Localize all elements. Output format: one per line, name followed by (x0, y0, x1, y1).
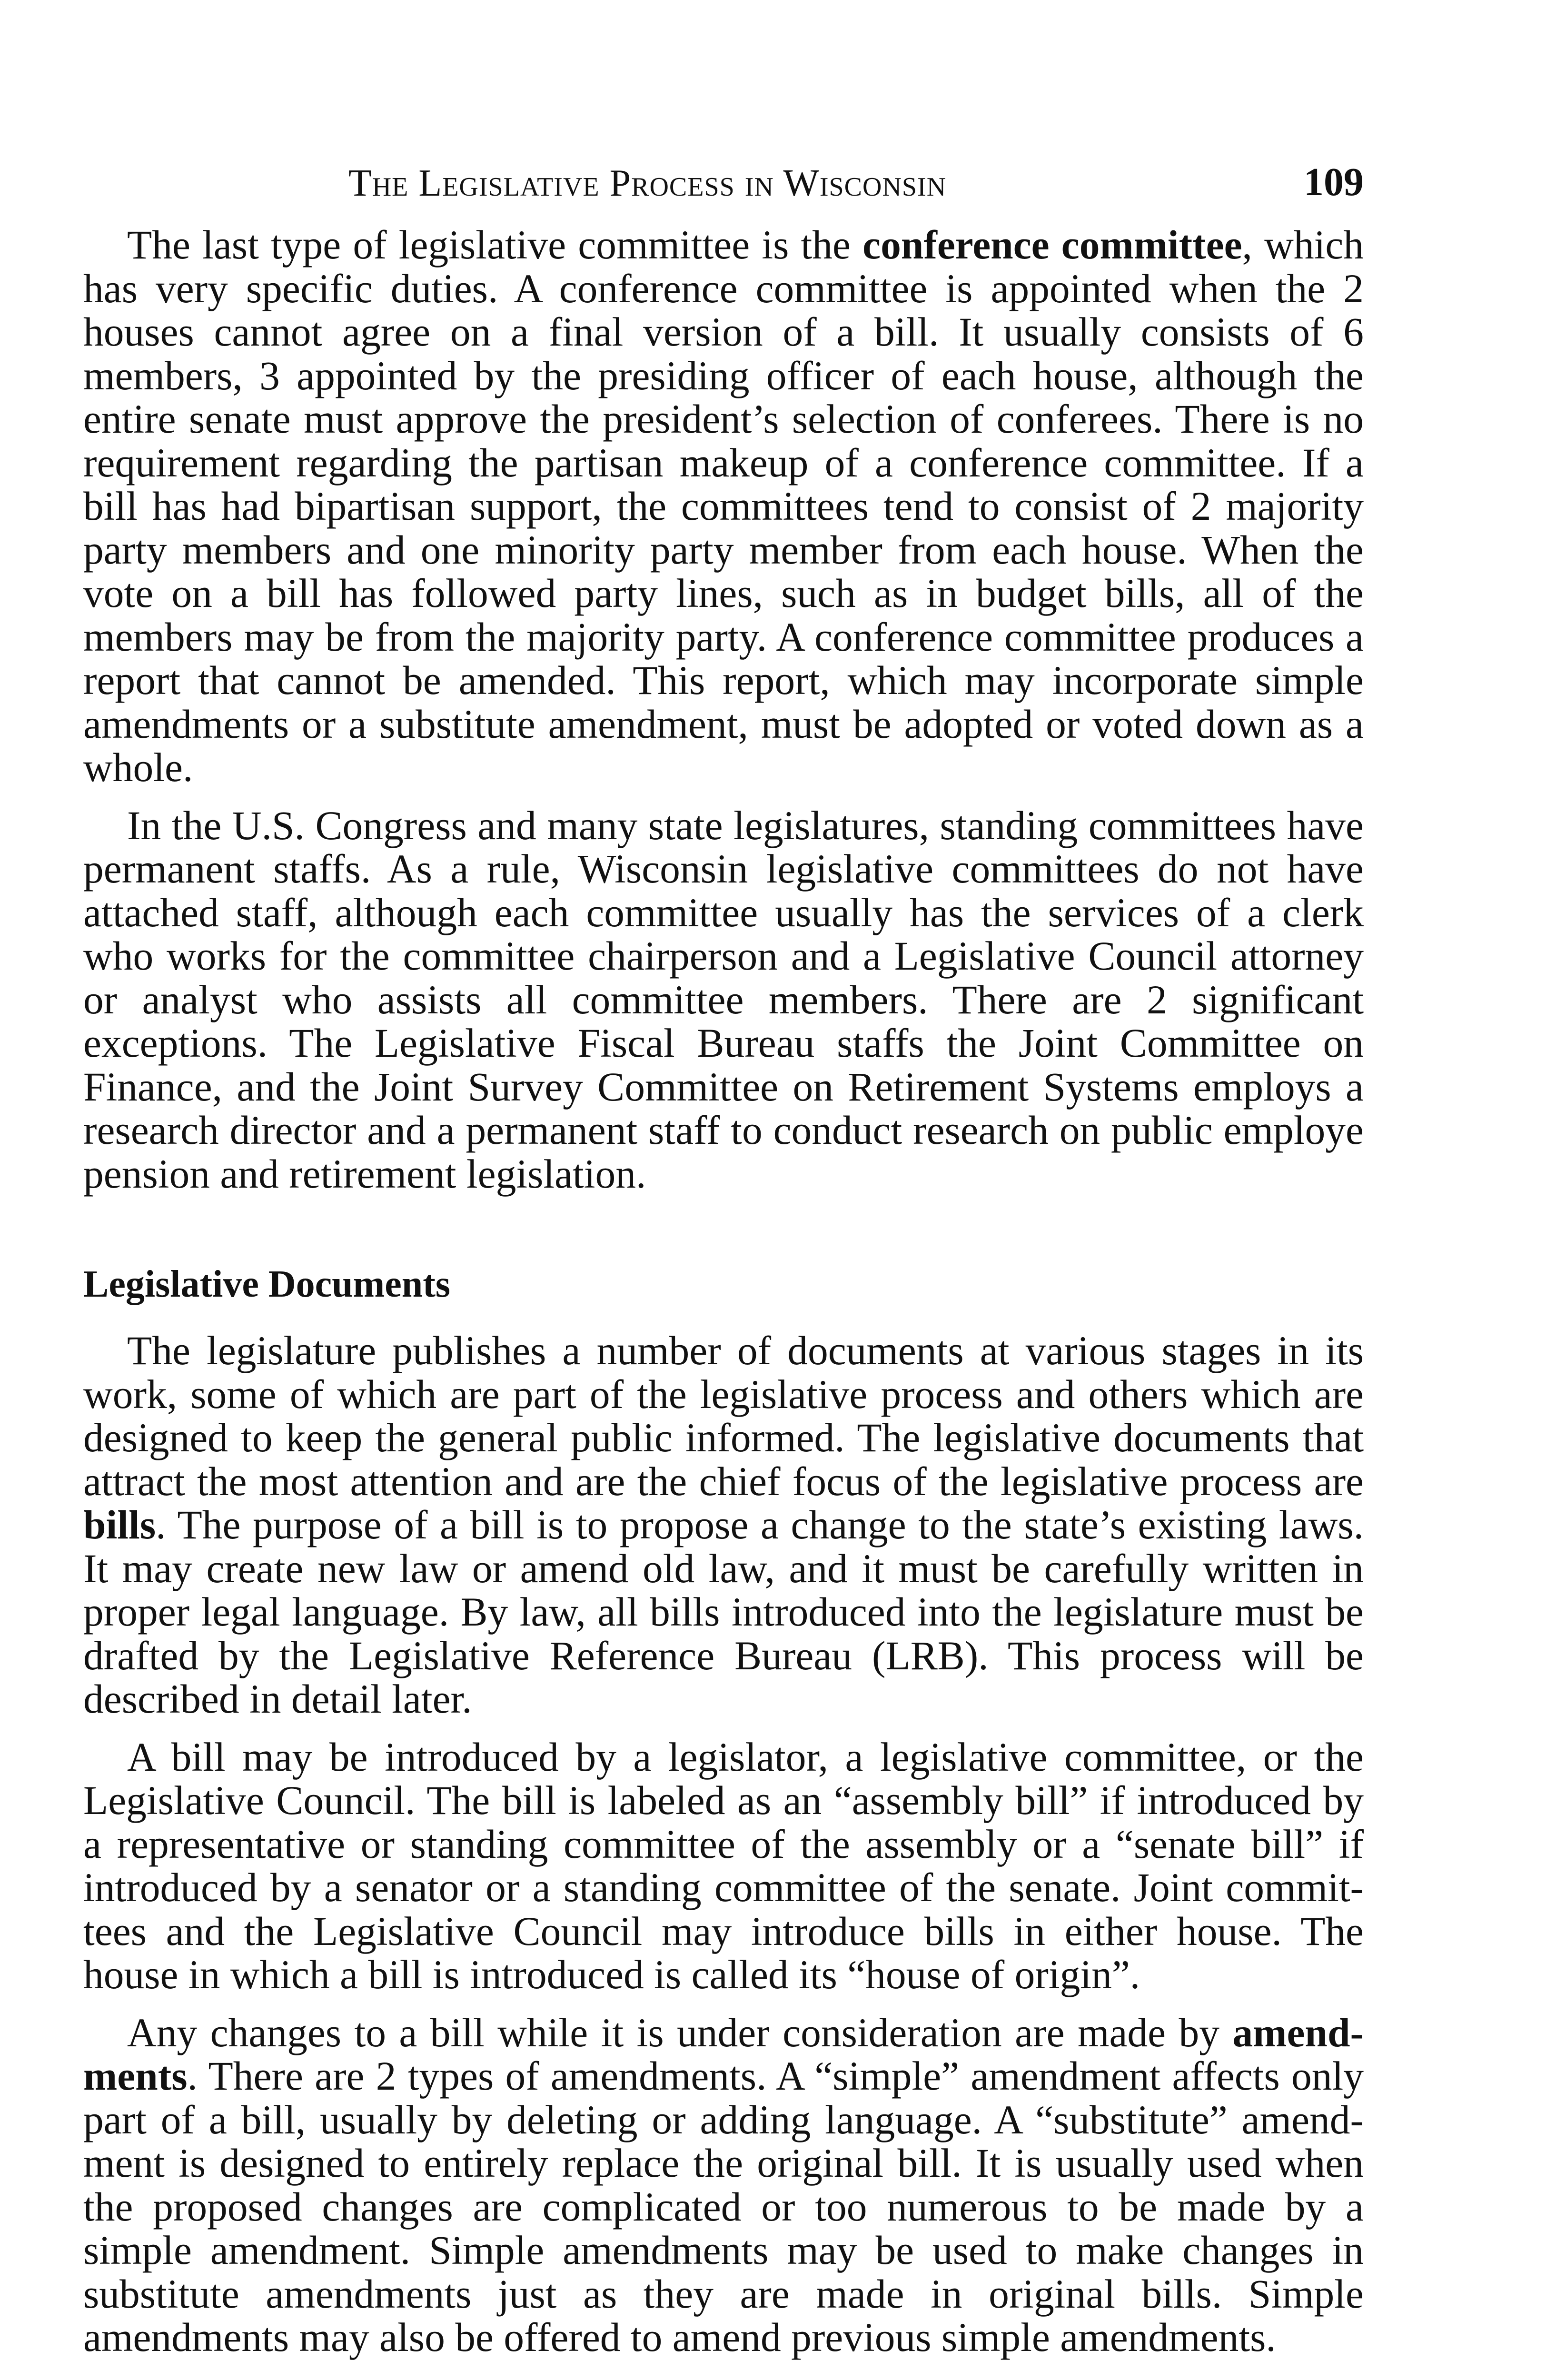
paragraph-text: . There are 2 types of amendments. A “simple” amendment affects only part of a bill, usually by deleting or adding language. A “substitute” amendment is designed to entirely replace the original bill. It is usually used when the proposed changes are complicated or too numerous to be made by a simple amendment. Simple amendments may be used to make changes in substitute amendments just as they are made in original bills. Simple amendments may also be offered to amend previous simple amendments. (83, 2054, 1364, 2360)
paragraph-text: . The purpose of a bill is to propose a change to the state’s existing laws. It may create new law or amend old law, and it must be carefully written in proper legal language. By law, all bills introduced into the legislature must be drafted by the Legislative Reference Bureau (LRB). This process will be described in detail later. (83, 1503, 1364, 1722)
defined-term-conference-committee: conference committee (862, 223, 1242, 268)
defined-term-bills: bills (83, 1503, 156, 1547)
document-page (83, 162, 1364, 2360)
paragraph-conference-committee (83, 224, 1364, 790)
section-heading-legislative-documents: Legislative Documents (83, 1263, 451, 1305)
paragraph-bills (83, 1329, 1364, 1722)
paragraph-text: , which has very specific duties. A conference committee is appointed when the 2 houses cannot agree on a final version of a bill. It usually consists of 6 members, 3 appointed by the presiding officer of each house, although the entire senate must approve the president’s selection of conferees. There is no requirement regarding the partisan makeup of a conference committee. If a bill has had bipartisan support, the committees tend to consist of 2 majority party members and one minority party member from each house. When the vote on a bill has followed party lines, such as in budget bills, all of the members may be from the majority party. A conference committee produces a report that cannot be amended. This report, which may incorporate simple amendments or a substitute amendment, must be adopted or voted down as a whole. (83, 223, 1364, 790)
paragraph-committee-staff: In the U.S. Congress and many state legislatures, standing committees have permanent staffs. As a rule, Wisconsin legislative committees do not have attached staff, although each committee usually has the services of a clerk who works for the committee chairperson and a Legislative Council attorney or analyst who assists all committee members. There are 2 significant exceptions. The Legislative Fiscal Bureau staffs the Joint Committee on Finance, and the Joint Survey Committee on Retirement Systems employs a research director and a permanent staff to conduct research on public employe pension and retirement legislation. (83, 803, 1364, 1197)
defined-term-amendments: amendments (83, 2010, 1364, 2099)
running-header (83, 162, 1364, 224)
page-number: 109 (1304, 160, 1364, 204)
paragraph-amendments (83, 2012, 1364, 2360)
running-title: The Legislative Process in Wisconsin (348, 162, 947, 204)
paragraph-bill-introduction: A bill may be introduced by a legislator, a legislative committee, or the Legislative Council. The bill is labeled as an “assembly bill” if introduced by a representative or standing committee of the assembly or a “senate bill” if introduced by a senator or a standing committee of the senate. Joint committees and the Legislative Council may introduce bills in either house. The house in which a bill is introduced is called its “house of origin”. (83, 1735, 1364, 1997)
paragraph-text: The legislature publishes a number of documents at various stages in its work, some of which are part of the legislative process and others which are designed to keep the general public informed. The legislative documents that attract the most attention and are the chief focus of the legislative process are (83, 1329, 1364, 1504)
paragraph-text: Any changes to a bill while it is under consideration are made by (127, 2010, 1233, 2055)
paragraph-text: The last type of legislative committee is the (127, 223, 863, 268)
